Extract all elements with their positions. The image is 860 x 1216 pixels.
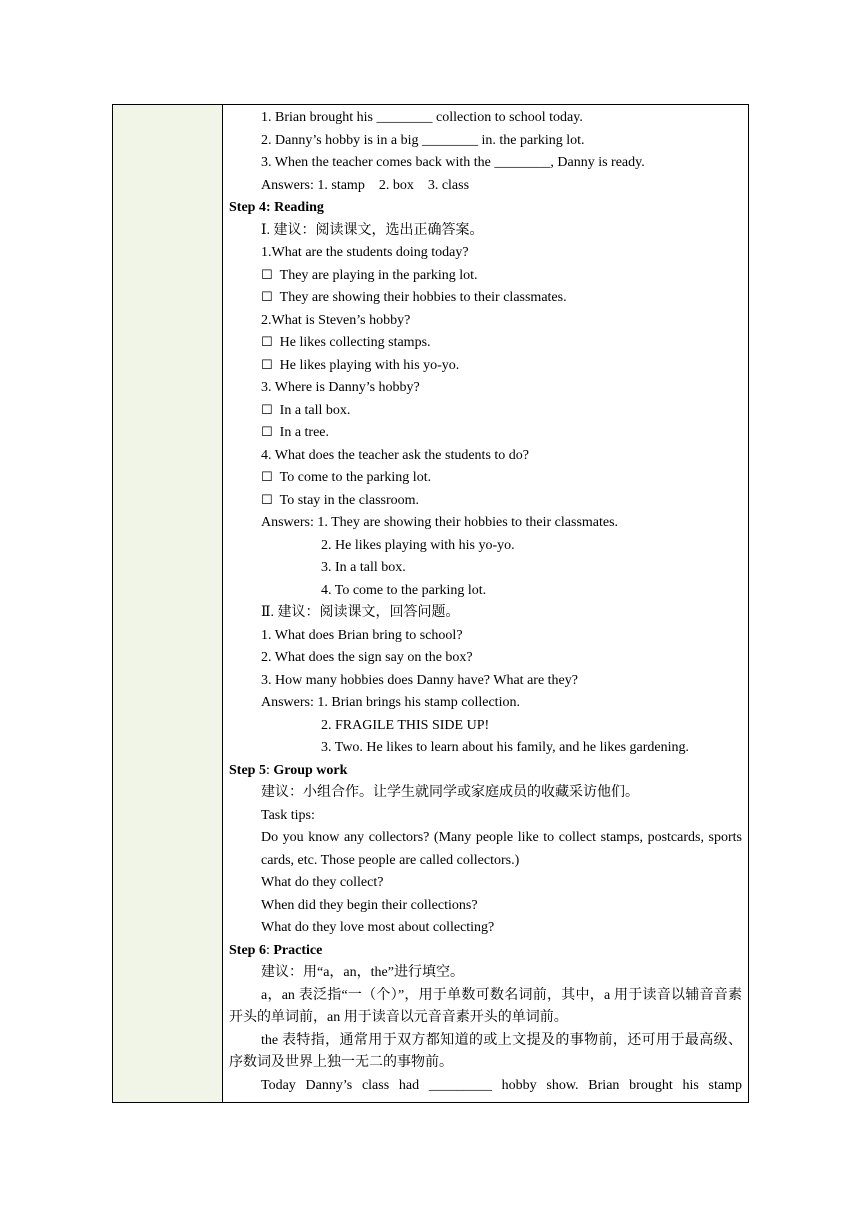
checkbox-icon[interactable]: ☐: [261, 267, 273, 283]
text-line: 1. Brian brought his ________ collection to school today.: [261, 110, 583, 125]
option-text: In a tall box.: [279, 402, 351, 418]
answers-line: 2. FRAGILE THIS SIDE UP!: [321, 717, 490, 733]
option-text: They are playing in the parking lot.: [279, 267, 478, 283]
checkbox-icon[interactable]: ☐: [261, 402, 273, 418]
step-heading: Step 4: Reading: [229, 200, 324, 215]
paragraph: a，an 表泛指“一（个）”，用于单数可数名词前，其中，a 用于读音以辅音音素开头的单词前，an 用于读音以元音音素开头的单词前。: [229, 987, 742, 1025]
option: [229, 490, 742, 513]
step-number: Step 6: [229, 942, 266, 958]
step-title: Practice: [273, 942, 323, 958]
content-cell: [223, 105, 748, 1102]
option: [229, 265, 742, 288]
left-column-cell: [113, 105, 223, 1102]
checkbox-icon[interactable]: ☐: [261, 425, 273, 440]
question: 2. What does the sign say on the box?: [261, 650, 473, 665]
option: [229, 287, 742, 310]
option: [229, 467, 742, 490]
checkbox-icon[interactable]: ☐: [261, 492, 273, 508]
instruction-line: Ⅱ. 建议：阅读课文，回答问题。: [261, 605, 460, 620]
step-heading: Step 5: Group work: [229, 762, 348, 778]
text-line: Task tips:: [261, 807, 315, 823]
text-fragment: . the parking lot.: [492, 132, 585, 148]
instruction-line: 建议：用“a，an，the”进行填空。: [261, 965, 464, 980]
question: When did they begin their collections?: [261, 897, 478, 913]
option-text: He likes playing with his yo-yo.: [279, 357, 460, 373]
text-line: [229, 130, 742, 153]
question: 3. Where is Danny’s hobby?: [261, 380, 420, 395]
answers-line: Answers: 1. stamp 2. box 3. class: [261, 177, 470, 193]
option-text: He likes collecting stamps.: [279, 335, 431, 350]
checkbox-icon[interactable]: ☐: [261, 470, 273, 485]
text-fragment: 2. Danny’s hobby is in a big ________ in: [261, 132, 493, 148]
instruction-line: Ⅰ. 建议：阅读课文，选出正确答案。: [261, 222, 484, 238]
answers-line: 2. He likes playing with his yo-yo.: [321, 537, 515, 553]
checkbox-icon[interactable]: ☐: [261, 290, 273, 305]
question: 1. What does Brian bring to school?: [261, 627, 463, 643]
paragraph: the 表特指，通常用于双方都知道的或上文提及的事物前，还可用于最高级、序数词及世界上独一无二的事物前。: [229, 1032, 742, 1070]
checkbox-icon[interactable]: ☐: [261, 357, 273, 373]
question: 2.What is Steven’s hobby?: [261, 312, 411, 328]
option: [229, 400, 742, 423]
option: [229, 355, 742, 378]
step-heading: Step 6: Practice: [229, 942, 323, 958]
option-text: To stay in the classroom.: [279, 492, 420, 508]
step-number: Step 5: [229, 762, 266, 778]
text-line: 3. When the teacher comes back with the ________, Danny is ready.: [261, 155, 645, 170]
answers-line: 4. To come to the parking lot.: [321, 582, 487, 598]
instruction-line: 建议：小组合作。让学生就同学或家庭成员的收藏采访他们。: [261, 785, 639, 800]
answers-line: 3. Two. He likes to learn about his family, and he likes gardening.: [321, 740, 689, 755]
answers-line: Answers: 1. They are showing their hobbies to their classmates.: [261, 515, 619, 530]
question: 4. What does the teacher ask the students to do?: [261, 447, 529, 463]
question: 3. How many hobbies does Danny have? What are they?: [261, 672, 578, 688]
option: [229, 332, 742, 355]
answers-line: 3. In a tall box.: [321, 560, 406, 575]
question: 1.What are the students doing today?: [261, 245, 469, 260]
paragraph: Today Danny’s class had _________ hobby show. Brian brought his stamp: [261, 1077, 742, 1093]
checkbox-icon[interactable]: ☐: [261, 335, 273, 350]
step-title: Group work: [273, 762, 348, 778]
option: [229, 422, 742, 445]
paragraph: Do you know any collectors? (Many people like to collect stamps, postcards, sports cards, etc. Those people are called collectors.): [261, 830, 742, 868]
question: What do they love most about collecting?: [261, 920, 495, 935]
question: What do they collect?: [261, 875, 384, 890]
answers-line: Answers: 1. Brian brings his stamp collection.: [261, 695, 520, 710]
option-text: They are showing their hobbies to their classmates.: [279, 290, 567, 305]
option-text: To come to the parking lot.: [279, 470, 432, 485]
lesson-table: [112, 104, 749, 1103]
option-text: In a tree.: [279, 425, 330, 440]
